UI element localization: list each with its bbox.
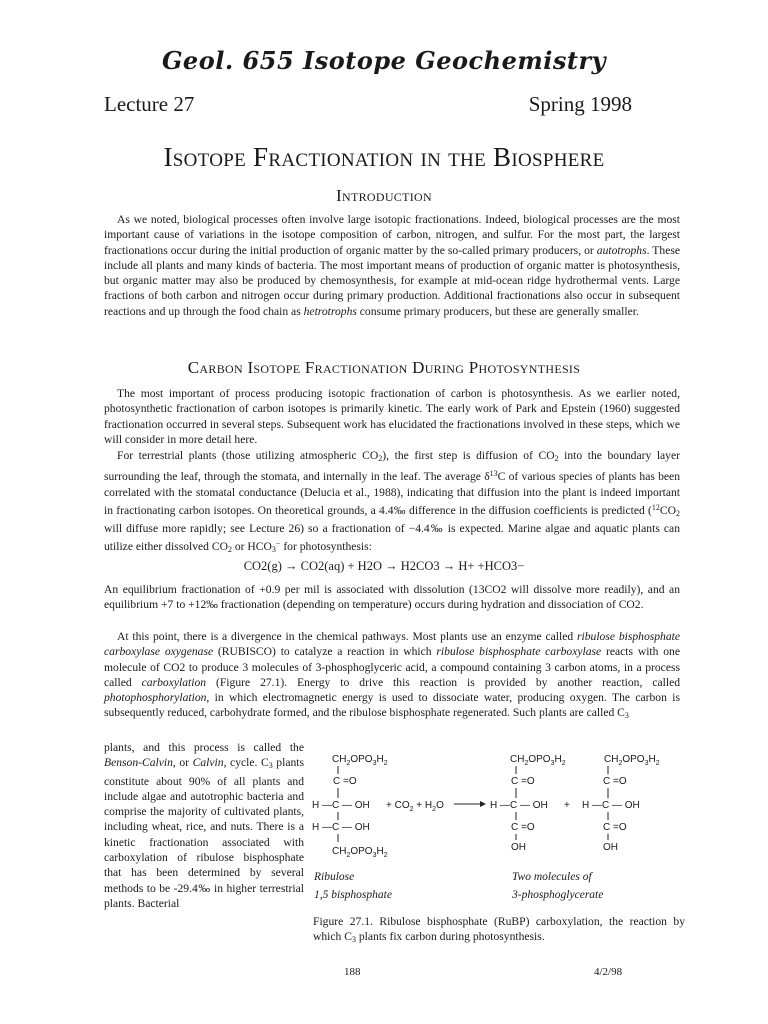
label-ribulose: Ribulose: [314, 871, 355, 883]
carbon-paragraph-2: For terrestrial plants (those utilizing atmospheric $CO_2$), the first step is diffusion of $CO_2$ into the boundary layer surrounding the leaf, through the stomata, and internally in the leaf. The average $\delta^{13}C$ of various species of plants has been correlated with the stomatal conductance (Delucia et al., 1988), indicating that diffusion into the plant is indeed important in fractionating carbon isotopes. On theoretical grounds, a 4.4‰ difference in the diffusion coefficients is predicted ($^{12}CO_2$ will diffuse more rapidly; see Lecture 26) so a fractionation of −4.4‰ is expected. Marine algae and aquatic plants can utilize either dissolved $CO_2$ or $HCO_3^-$ for photosynthesis:: [104, 449, 680, 555]
figure-27-1-diagram: [308, 746, 688, 906]
term: Spring 1998: [528, 92, 632, 116]
label-phosphoglycerate: 3-phosphoglycerate: [512, 889, 604, 901]
figure-caption: Figure 27.1. Ribulose bisphosphate (RuBP) carboxylation, the reaction by which $C_3$ plants fix carbon during photosynthesis.: [313, 915, 685, 944]
svg-text:CH2OPO3H2: $CH_2OPO_3H_2$: [510, 754, 566, 767]
svg-text:OH: OH: [603, 842, 618, 853]
term-hetrotrophs: hetrotrophs: [303, 304, 357, 318]
phosphoglycerate-2: [582, 754, 660, 853]
svg-text:C =O: C =O: [511, 822, 535, 833]
section-heading-intro: Introduction: [336, 186, 432, 205]
svg-text:C =O: C =O: [333, 776, 357, 787]
term-autotrophs: autotrophs: [596, 243, 647, 257]
page-title: Isotope Fractionation in the Biosphere: [163, 142, 605, 172]
svg-text:H —C — OH: H —C — OH: [312, 822, 370, 833]
intro-paragraph: As we noted, biological processes often involve large isotopic fractionations. Indeed, biological processes are the most important cause of variations in the isotope composition of carbon, nitrogen, and sulfur. For the most part, the largest fractionations occur during the initial production of organic matter by the so-called primary producers, or autotrophs. These include all plants and many kinds of bacteria. The most important means of production of organic matter is photosynthesis, but organic matter may also be produced by chemosynthesis, for example at mid-ocean ridge hydrothermal vents. Large fractions of both carbon and nitrogen occur during primary production. Additional fractionations also occur in subsequent reactions and up through the food chain as hetrotrophs consume primary producers, but these are generally smaller.: [104, 213, 680, 318]
page-number: 188: [344, 966, 361, 978]
reagents-text: + $CO_2 + H_2O$: [386, 800, 444, 813]
lecture-number: Lecture 27: [104, 92, 195, 116]
lecture-row: [104, 92, 632, 117]
svg-text:H —C — OH: H —C — OH: [490, 800, 548, 811]
label-two-molecules: Two molecules of: [512, 871, 592, 883]
svg-text:C =O: C =O: [511, 776, 535, 787]
svg-text:OH: OH: [511, 842, 526, 853]
phosphoglycerate-1: [490, 754, 566, 853]
carbon-paragraph-4-continued: plants, and this process is called the Benson-Calvin, or Calvin, cycle. $C_3$ plants constitute about 90% of all plants and include algae and autotrophic bacteria and comprise the majority of cultivated plants, including wheat, rice, and nuts. There is a kinetic fractionation associated with carboxylation of ribulose bisphosphate that has been determined by several methods to be -29.4‰ in higher terrestrial plants. Bacterial: [104, 741, 304, 910]
section-heading-carbon: Carbon Isotope Fractionation During Photosynthesis: [187, 358, 581, 377]
carboxylation-reaction-svg: [308, 746, 688, 906]
svg-text:CH2OPO3H2: $CH_2OPO_3H_2$: [332, 846, 388, 859]
carbon-paragraph-3: An equilibrium fractionation of +0.9 per mil is associated with dissolution (13CO2 will dissolve more readily), and an equilibrium +7 to +12‰ fractionation (depending on temperature) occurs during hydration and dissociation of CO2.: [104, 583, 680, 612]
plus-sign: +: [564, 800, 570, 811]
carbon-paragraph-4: At this point, there is a divergence in the chemical pathways. Most plants use an enzyme called ribulose bisphosphate carboxylase oxygenase (RUBISCO) to catalyze a reaction in which ribulose bisphosphate carboxylase reacts with one molecule of CO2 to produce 3 molecules of 3-phosphoglyceric acid, a compound containing 3 carbon atoms, in a process called carboxylation (Figure 27.1). Energy to drive this reaction is provided by another reaction, called photophosphorylation, in which electromagnetic energy is used to dissociate water, producing oxygen. The carbon is subsequently reduced, carbohydrate formed, and the ribulose bisphosphate regenerated. Such plants are called $C_3$: [104, 630, 681, 721]
ch2opo3h2-top: $CH_2OPO_3H_2$: [332, 754, 388, 767]
footer-date: 4/2/98: [594, 966, 623, 978]
course-title: Geol. 655 Isotope Geochemistry: [161, 46, 607, 75]
label-ribulose-bisphosphate: 1,5 bisphosphate: [314, 889, 392, 901]
carbon-paragraph-1: The most important of process producing isotopic fractionation of carbon is photosynthesis. As we earlier noted, photosynthetic fractionation of carbon isotopes is primarily kinetic. The early work of Park and Epstein (1960) suggested fractionation occurred in several steps. Subsequent work has elucidated the fractionations involved in these steps, which we will consider in more detail here.: [104, 387, 680, 446]
svg-text:H —C — OH: H —C — OH: [582, 800, 640, 811]
svg-text:C =O: C =O: [603, 776, 627, 787]
svg-text:C =O: C =O: [603, 822, 627, 833]
ribulose-structure: [312, 754, 388, 859]
svg-text:H —C — OH: H —C — OH: [312, 800, 370, 811]
svg-text:CH2OPO3H2: $CH_2OPO_3H_2$: [604, 754, 660, 767]
dissolution-equation: CO2(g) → CO2(aq) + H2O → H2CO3 → H+ +HCO3−: [243, 559, 525, 573]
reaction-arrow-head: [480, 801, 486, 807]
